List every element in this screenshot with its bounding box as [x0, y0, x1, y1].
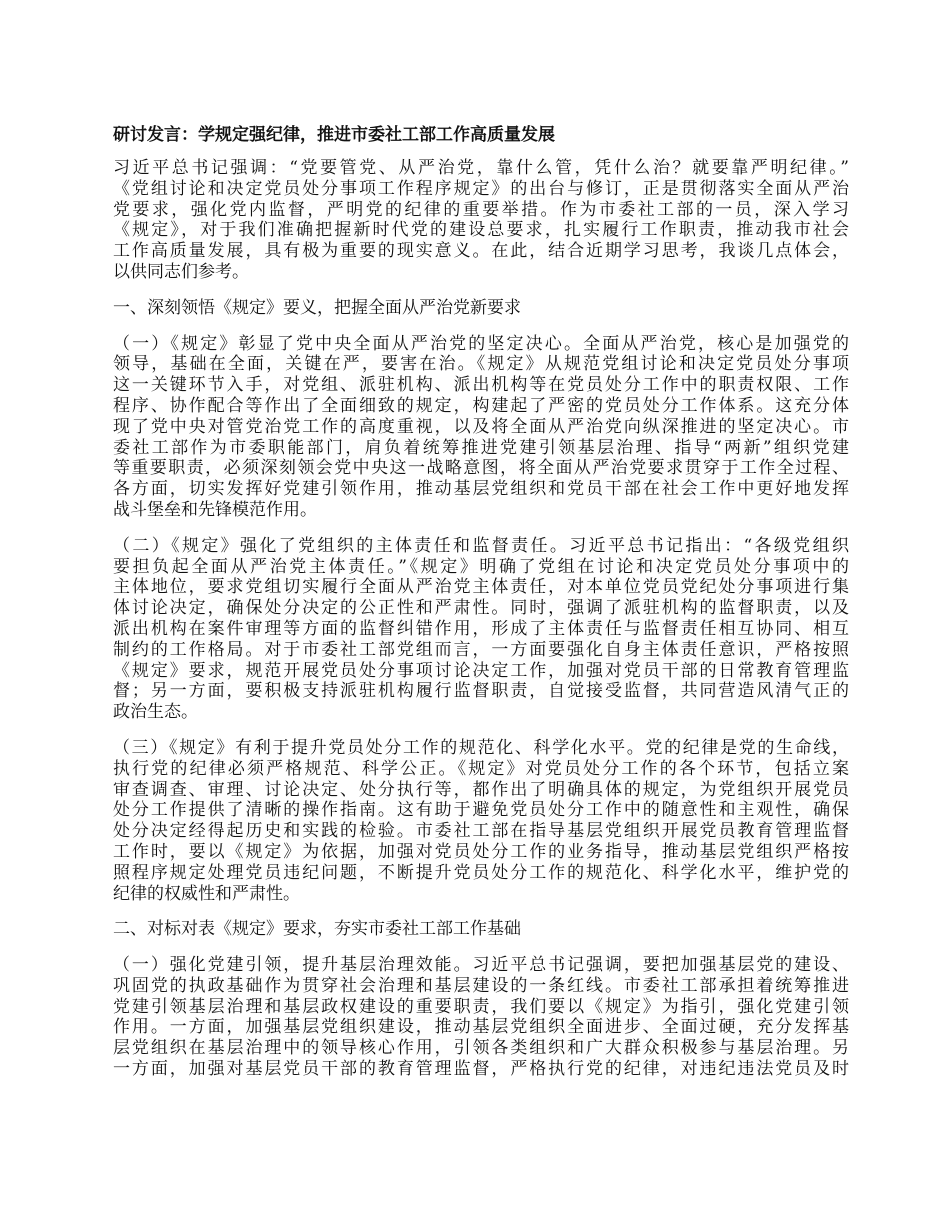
text-line: 领导，基础在全面，关键在严，要害在治。《规定》从规范党组讨论和决定党员处分事项: [113, 354, 849, 375]
text-line: （一）《规定》彰显了党中央全面从严治党的坚定决心。全面从严治党，核心是加强党的: [113, 333, 849, 354]
text-line: 二、对标对表《规定》要求，夯实市委社工部工作基础: [113, 919, 521, 940]
text-line: 派出机构在案件审理等方面的监督纠错作用，形成了主体责任与监督责任相互协同、相互: [113, 618, 849, 639]
text-line: 一、深刻领悟《规定》要义，把握全面从严治党新要求: [113, 297, 521, 318]
text-line: 战斗堡垒和先锋模范作用。: [113, 499, 317, 520]
paragraph: [113, 955, 849, 1080]
text-line: 政治生态。: [113, 702, 198, 723]
text-line: （一）强化党建引领，提升基层治理效能。习近平总书记强调，要把加强基层党的建设、: [113, 955, 849, 976]
text-line: 层党组织在基层治理中的领导核心作用，引领各类组织和广大群众积极参与基层治理。另: [113, 1038, 849, 1059]
text-line: 党要求，强化党内监督，严明党的纪律的重要举措。作为市委社工部的一员，深入学习: [113, 199, 849, 220]
text-line: 一方面，加强对基层党员干部的教育管理监督，严格执行党的纪律，对违纪违法党员及时: [113, 1059, 849, 1080]
text-line: 《规定》要求，规范开展党员处分事项讨论决定工作，加强对党员干部的日常教育管理监: [113, 660, 849, 681]
text-line: 工作高质量发展，具有极为重要的现实意义。在此，结合近期学习思考，我谈几点体会，: [113, 241, 849, 262]
text-line: （二）《规定》强化了党组织的主体责任和监督责任。习近平总书记指出：“各级党组织: [113, 535, 849, 556]
text-line: 党建引领基层治理和基层政权建设的重要职责，我们要以《规定》为指引，强化党建引领: [113, 996, 849, 1017]
document-page: [113, 124, 849, 1095]
section-heading: [113, 298, 849, 319]
text-line: 审查调查、审理、讨论决定、处分执行等，都作出了明确具体的规定，为党组织开展党员: [113, 779, 849, 800]
paragraph: [113, 738, 849, 904]
text-line: 工作时，要以《规定》为依据，加强对党员处分工作的业务指导，推动基层党组织严格按: [113, 841, 849, 862]
text-line: 督；另一方面，要积极支持派驻机构履行监督职责，自觉接受监督，共同营造风清气正的: [113, 681, 849, 702]
text-line: 各方面，切实发挥好党建引领作用，推动基层党组织和党员干部在社会工作中更好地发挥: [113, 479, 849, 500]
text-line: 执行党的纪律必须严格规范、科学公正。《规定》对党员处分工作的各个环节，包括立案: [113, 758, 849, 779]
document-body: [113, 158, 849, 1080]
paragraph: [113, 536, 849, 723]
text-line: 处分决定经得起历史和实践的检验。市委社工部在指导基层党组织开展党员教育管理监督: [113, 821, 849, 842]
text-line: 要担负起全面从严治党主体责任。”《规定》明确了党组在讨论和决定党员处分事项中的: [113, 556, 849, 577]
text-line: 委社工部作为市委职能部门，肩负着统筹推进党建引领基层治理、指导“两新”组织党建: [113, 437, 849, 458]
text-line: 主体地位，要求党组切实履行全面从严治党主体责任，对本单位党员党纪处分事项进行集: [113, 577, 849, 598]
text-line: 习近平总书记强调：“党要管党、从严治党，靠什么管，凭什么治？就要靠严明纪律。”: [113, 158, 849, 178]
text-line: 作用。一方面，加强基层党组织建设，推动基层党组织全面进步、全面过硬，充分发挥基: [113, 1017, 849, 1038]
text-line: 等重要职责，必须深刻领会党中央这一战略意图，将全面从严治党要求贯穿于工作全过程、: [113, 458, 849, 479]
text-line: 体讨论决定，确保处分决定的公正性和严肃性。同时，强调了派驻机构的监督职责，以及: [113, 598, 849, 619]
text-line: 程序、协作配合等作出了全面细致的规定，构建起了严密的党员处分工作体系。这充分体: [113, 395, 849, 416]
text-line: 照程序规定处理党员违纪问题，不断提升党员处分工作的规范化、科学化水平，维护党的: [113, 862, 849, 883]
text-line: 《党组讨论和决定党员处分事项工作程序规定》的出台与修订，正是贯彻落实全面从严治: [113, 178, 849, 199]
text-line: 《规定》，对于我们准确把握新时代党的建设总要求，扎实履行工作职责，推动我市社会: [113, 220, 849, 241]
text-line: （三）《规定》有利于提升党员处分工作的规范化、科学化水平。党的纪律是党的生命线，: [113, 737, 849, 758]
text-line: 以供同志们参考。: [113, 261, 249, 282]
section-heading: [113, 919, 849, 940]
paragraph: [113, 334, 849, 521]
text-line: 制约的工作格局。对于市委社工部党组而言，一方面要强化自身主体责任意识，严格按照: [113, 639, 849, 660]
paragraph: [113, 158, 849, 283]
text-line: 现了党中央对管党治党工作的高度重视，以及将全面从严治党向纵深推进的坚定决心。市: [113, 416, 849, 437]
text-line: 巩固党的执政基础作为贯穿社会治理和基层建设的一条红线。市委社工部承担着统筹推进: [113, 975, 849, 996]
document-title: 研讨发言：学规定强纪律，推进市委社工部工作高质量发展: [113, 125, 555, 145]
text-line: 纪律的权威性和严肃性。: [113, 883, 300, 904]
text-line: 这一关键环节入手，对党组、派驻机构、派出机构等在党员处分工作中的职责权限、工作: [113, 375, 849, 396]
text-line: 处分工作提供了清晰的操作指南。这有助于避免党员处分工作中的随意性和主观性，确保: [113, 800, 849, 821]
